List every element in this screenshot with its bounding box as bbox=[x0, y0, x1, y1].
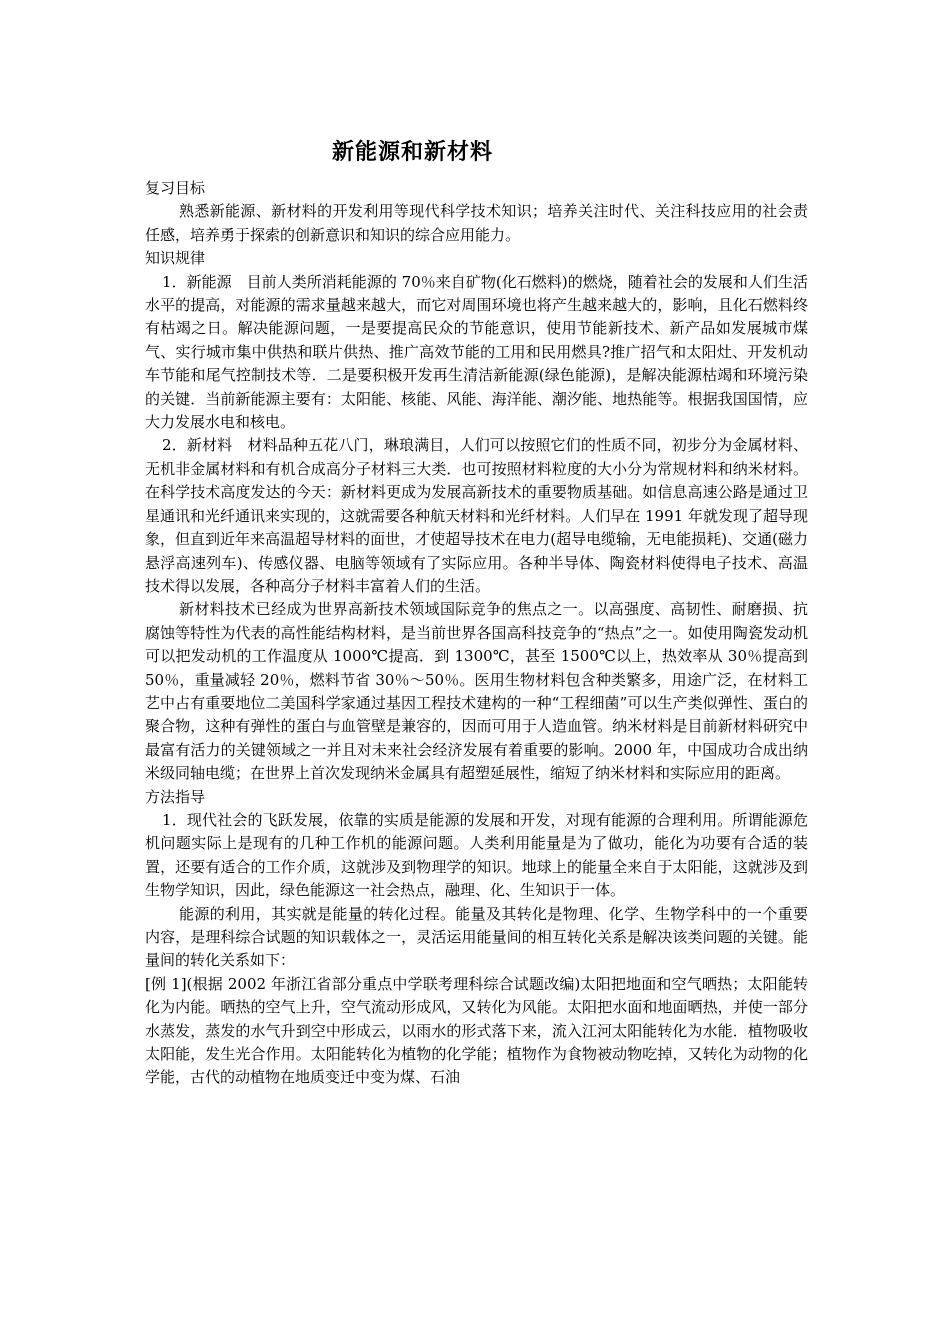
section-heading-goals: 复习目标 bbox=[145, 179, 206, 197]
knowledge-paragraph-technology: 新材料技术已经成为世界高新技术领域国际竞争的焦点之一。以高强度、高韧性、耐磨损、抗腐蚀等特性为代表的高性能结构材料，是当前世界各国高科技竞争的“热点”之一。如使用陶瓷发动机可以把发动机的工作温度从 1000℃提高．到 1300℃，甚至 1500℃以上，热效率从 30％提高到 50％，重量减轻 20％，燃料节省 30％～50％。医用生物材料包含种类繁多，用途广泛，在材料工艺中占有重要地位二美国科学家通过基因工程技术建构的一种“工程细菌”可以生产类似弹性、蛋白的聚合物，这种有弹性的蛋白与血管壁是兼容的，因而可用于人造血管。纳米材料是目前新材料研究中最富有活力的关键领域之一并且对未来社会经济发展有着重要的影响。2000 年，中国成功合成出纳米级同轴电缆；在世界上首次发现纳米金属具有超塑延展性，缩短了纳米材料和实际应用的距离。 bbox=[145, 600, 808, 783]
knowledge-paragraph-energy: 1．新能源 目前人类所消耗能源的 70％来自矿物(化石燃料)的燃烧，随着社会的发展和人们生活水平的提高，对能源的需求量越来越大，而它对周围环境也将产生越来越大的，影响，且化石燃料终有枯竭之日。解决能源问题，一是要提高民众的节能意识，使用节能新技术、新产品如发展城市煤气、实行城市集中供热和联片供热、推广高效节能的工用和民用燃具?推广招气和太阳灶、开发机动车节能和尾气控制技术等．二是要积极开发再生清洁新能源(绿色能源)，是解决能源枯竭和环境污染的关键．当前新能源主要有：太阳能、核能、风能、海洋能、潮汐能、地热能等。根据我国国情，应大力发展水电和核电。 bbox=[145, 272, 808, 432]
document-title: 新能源和新材料 bbox=[332, 140, 494, 165]
example-paragraph-1: [例 1](根据 2002 年浙江省部分重点中学联考理科综合试题改编)太阳把地面和空气晒热；太阳能转化为内能。晒热的空气上升，空气流动形成风，又转化为风能。太阳把水面和地面晒热，并使一部分水蒸发，蒸发的水气升到空中形成云，以雨水的形式落下来，流入江河太阳能转化为水能．植物吸收太阳能，发生光合作用。太阳能转化为植物的化学能；植物作为食物被动物吃掉，又转化为动物的化学能，古代的动植物在地质变迁中变为煤、石油 bbox=[145, 974, 808, 1087]
method-paragraph-1: 1．现代社会的飞跃发展，依靠的实质是能源的发展和开发，对现有能源的合理利用。所谓能源危机问题实际上是现有的几种工作机的能源问题。人类利用能量是为了做功，能化为功要有合适的装置，还要有适合的工作介质，这就涉及到物理学的知识。地球上的能量全来自于太阳能，这就涉及到生物学知识，因此，绿色能源这一社会热点，融理、化、生知识于一体。 bbox=[145, 810, 808, 900]
section-heading-method: 方法指导 bbox=[145, 787, 206, 806]
method-paragraph-2: 能源的利用，其实就是能量的转化过程。能量及其转化是物理、化学、生物学科中的一个重要内容，是理科综合试题的知识载体之一，灵活运用能量间的相互转化关系是解决该类问题的关键。能量间的转化关系如下： bbox=[145, 904, 808, 970]
document-page bbox=[145, 137, 808, 1090]
goal-paragraph: 熟悉新能源、新材料的开发利用等现代科学技术知识；培养关注时代、关注科技应用的社会责任感，培养勇于探索的创新意识和知识的综合应用能力。 bbox=[145, 202, 808, 244]
knowledge-paragraph-materials: 2．新材料 材料品种五花八门，琳琅满目，人们可以按照它们的性质不同，初步分为金属材料、无机非金属材料和有机合成高分子材料三大类．也可按照材料粒度的大小分为常规材料和纳米材料。在科学技术高度发达的今天：新材料更成为发展高新技术的重要物质基础。如信息高速公路是通过卫星通讯和光纤通讯来实现的，这就需要各种航天材料和光纤材料。人们早在 1991 年就发现了超导现象，但直到近年来高温超导材料的面世，才使超导技术在电力(超导电缆输，无电能损耗)、交通(磁力悬浮高速列车)、传感仪器、电脑等领域有了实际应用。各种半导体、陶瓷材料使得电子技术、高温技术得以发展，各种高分子材料丰富着人们的生活。 bbox=[145, 436, 808, 595]
section-heading-knowledge: 知识规律 bbox=[145, 249, 206, 268]
